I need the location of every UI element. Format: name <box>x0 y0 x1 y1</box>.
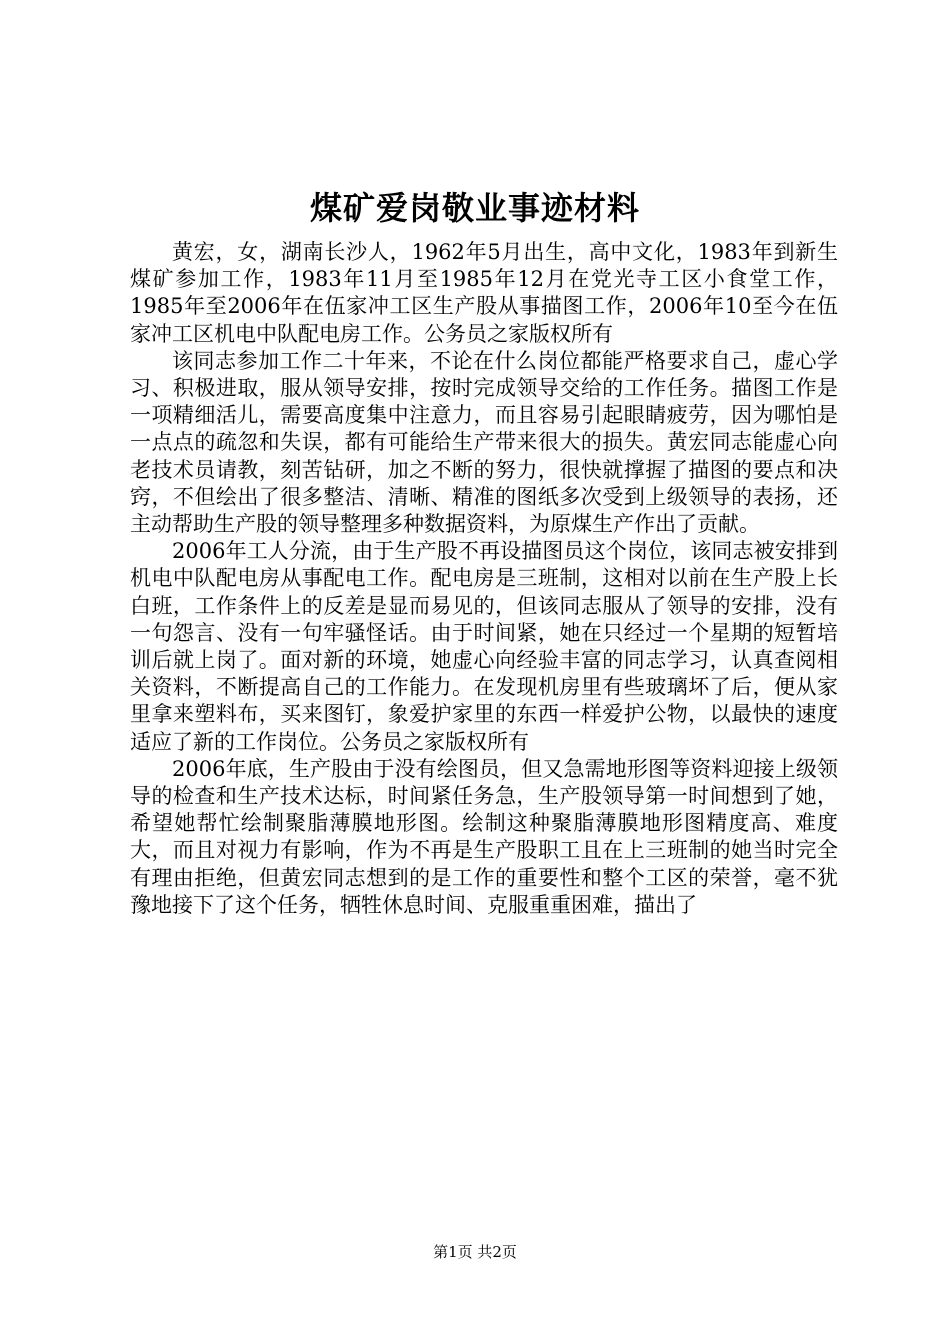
document-body <box>130 239 838 919</box>
document-title: 煤矿爱岗敬业事迹材料 <box>309 189 640 227</box>
paragraph: 该同志参加工作二十年来，不论在什么岗位都能严格要求自己，虚心学习、积极进取，服从领导安排，按时完成领导交给的工作任务。描图工作是一项精细活儿，需要高度集中注意力，而且容易引起眼睛疲劳，因为哪怕是一点点的疏忽和失误，都有可能给生产带来很大的损失。黄宏同志能虚心向老技术员请教，刻苦钻研，加之不断的努力，很快就撑握了描图的要点和决窍，不但绘出了很多整洁、清晰、精准的图纸多次受到上级领导的表扬，还主动帮助生产股的领导整理多种数据资料，为原煤生产作出了贡献。 <box>130 348 838 537</box>
paragraph: 黄宏，女，湖南长沙人，1962年5月出生，高中文化，1983年到新生煤矿参加工作，1983年11月至1985年12月在党光寺工区小食堂工作，1985年至2006年在伍家冲工区生产股从事描图工作，2006年10至今在伍家冲工区机电中队配电房工作。公务员之家版权所有 <box>130 240 838 346</box>
paragraph: 2006年工人分流，由于生产股不再设描图员这个岗位，该同志被安排到机电中队配电房从事配电工作。配电房是三班制，这相对以前在生产股上长白班，工作条件上的反差是显而易见的，但该同志服从了领导的安排，没有一句怨言、没有一句牢骚怪话。由于时间紧，她在只经过一个星期的短暂培训后就上岗了。面对新的环境，她虚心向经验丰富的同志学习，认真查阅相关资料，不断提高自己的工作能力。在发现机房里有些玻璃坏了后，便从家里拿来塑料布，买来图钉，象爱护家里的东西一样爱护公物，以最快的速度适应了新的工作岗位。公务员之家版权所有 <box>130 539 838 754</box>
page-footer <box>0 1242 950 1262</box>
paragraph: 2006年底，生产股由于没有绘图员，但又急需地形图等资料迎接上级领导的检查和生产技术达标，时间紧任务急，生产股领导第一时间想到了她，希望她帮忙绘制聚脂薄膜地形图。绘制这种聚脂薄膜地形图精度高、难度大，而且对视力有影响，作为不再是生产股职工且在上三班制的她当时完全有理由拒绝，但黄宏同志想到的是工作的重要性和整个工区的荣誉，毫不犹豫地接下了这个任务，牺牲休息时间、克服重重困难，描出了 <box>130 756 838 917</box>
page-number: 第1页 共2页 <box>433 1243 517 1261</box>
